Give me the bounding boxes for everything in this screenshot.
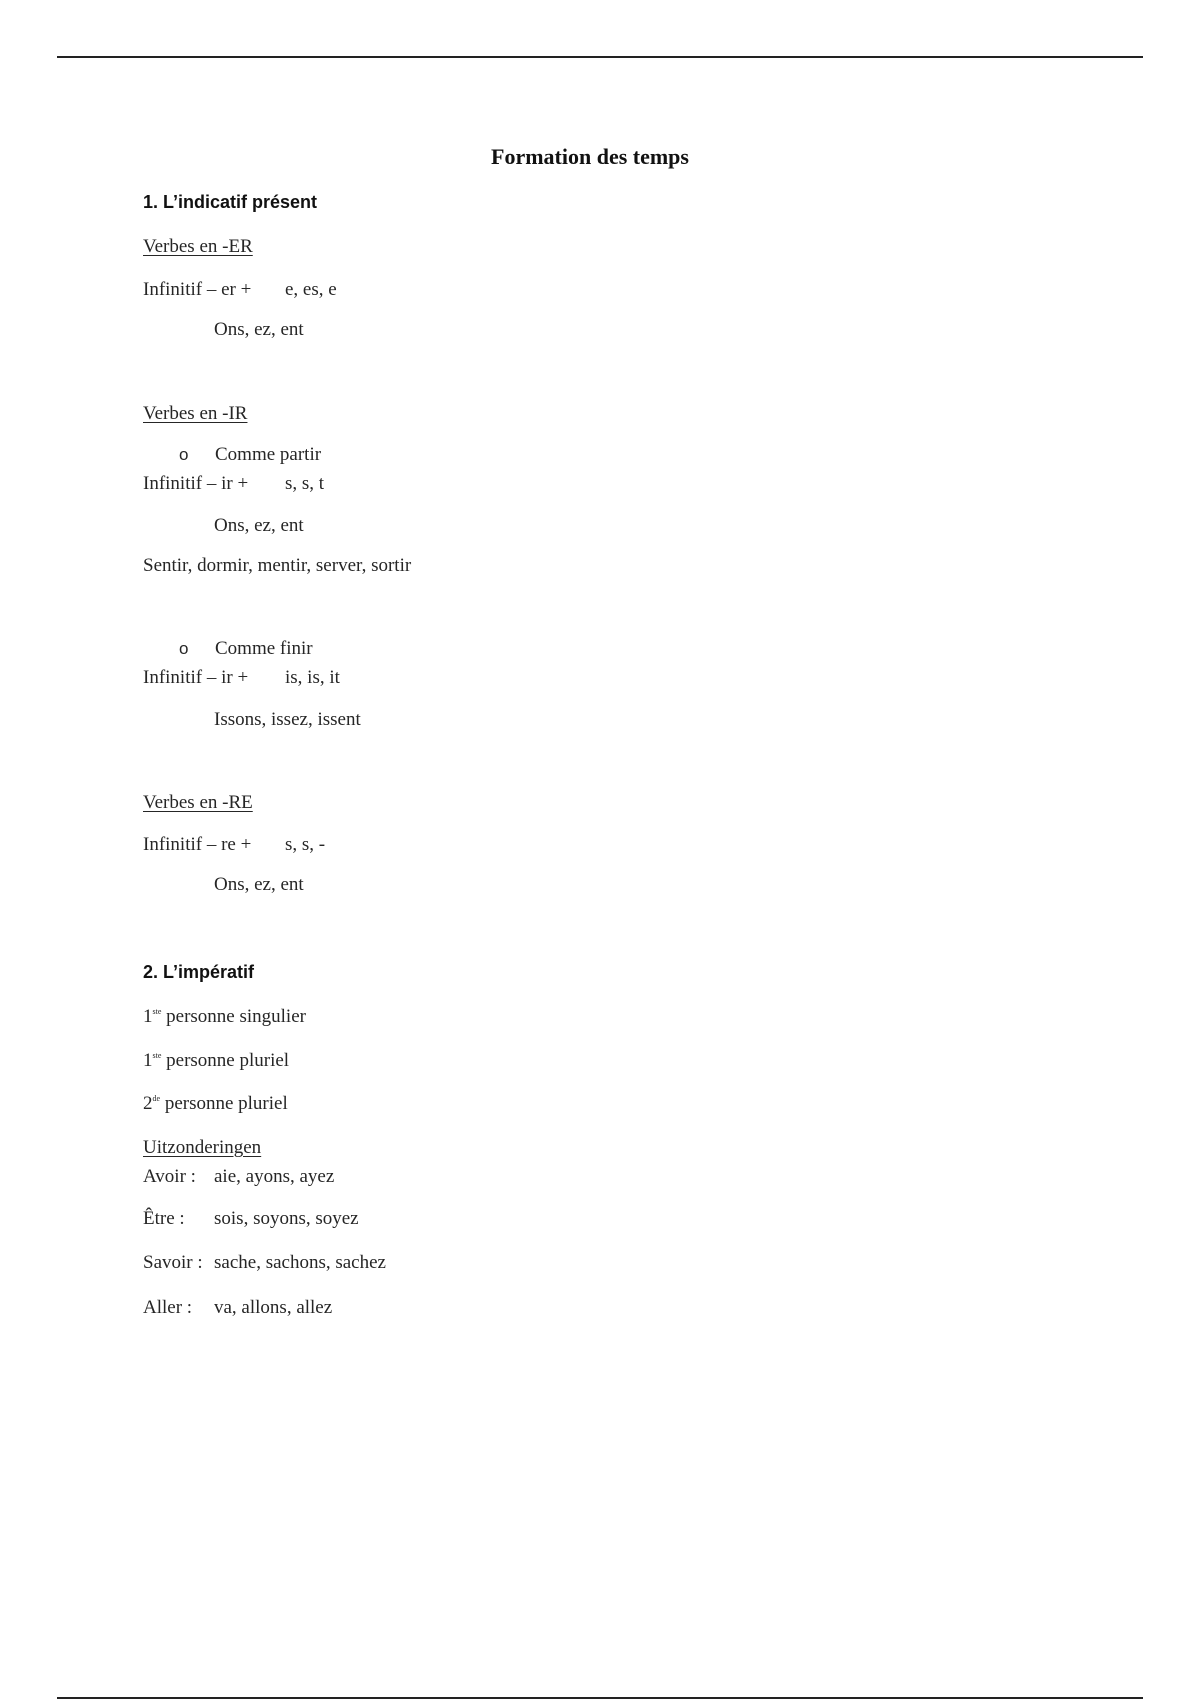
section-heading-imperatif: 2. L’impératif	[143, 962, 255, 982]
rule-partir-infinitif: Infinitif – ir +	[143, 473, 249, 494]
rule-re-endings-singular: s, s, -	[285, 834, 326, 855]
rule-finir-infinitif: Infinitif – ir +	[143, 667, 249, 688]
section-heading-indicatif: 1. L’indicatif présent	[143, 192, 318, 212]
person-2nd-plural: 2de personne pluriel	[143, 1093, 288, 1114]
exception-verb-aller: Aller :	[143, 1297, 193, 1318]
exception-forms-aller: va, allons, allez	[214, 1297, 333, 1318]
rule-er-endings-plural: Ons, ez, ent	[214, 319, 304, 340]
header-rule	[57, 56, 1143, 58]
rule-er-infinitif: Infinitif – er +	[143, 279, 252, 300]
subheading-verbes-er: Verbes en -ER	[143, 236, 253, 257]
document-title: Formation des temps	[491, 144, 689, 169]
subgroup-comme-partir: Comme partir	[215, 444, 322, 465]
person-1st-plural: 1ste personne pluriel	[143, 1050, 290, 1071]
person-1st-singular: 1ste personne singulier	[143, 1006, 306, 1027]
rule-re-infinitif: Infinitif – re +	[143, 834, 252, 855]
subheading-verbes-re: Verbes en -RE	[143, 792, 253, 813]
bullet-icon: o	[179, 445, 189, 464]
subheading-verbes-ir: Verbes en -IR	[143, 403, 248, 424]
exception-verb-savoir: Savoir :	[143, 1252, 203, 1273]
exception-verb-etre: Être :	[143, 1208, 185, 1229]
exception-forms-etre: sois, soyons, soyez	[214, 1208, 359, 1229]
rule-finir-endings-singular: is, is, it	[285, 667, 340, 688]
rule-finir-endings-plural: Issons, issez, issent	[214, 709, 361, 730]
footer-rule	[57, 1697, 1143, 1699]
exceptions-heading: Uitzonderingen	[143, 1137, 262, 1158]
subgroup-comme-finir: Comme finir	[215, 638, 313, 659]
exception-verb-avoir: Avoir :	[143, 1166, 196, 1187]
bullet-icon: o	[179, 639, 189, 658]
partir-examples: Sentir, dormir, mentir, server, sortir	[143, 555, 412, 576]
rule-partir-endings-singular: s, s, t	[285, 473, 325, 494]
rule-partir-endings-plural: Ons, ez, ent	[214, 515, 304, 536]
exception-forms-savoir: sache, sachons, sachez	[214, 1252, 386, 1273]
rule-re-endings-plural: Ons, ez, ent	[214, 874, 304, 895]
exception-forms-avoir: aie, ayons, ayez	[214, 1166, 335, 1187]
rule-er-endings-singular: e, es, e	[285, 279, 337, 300]
